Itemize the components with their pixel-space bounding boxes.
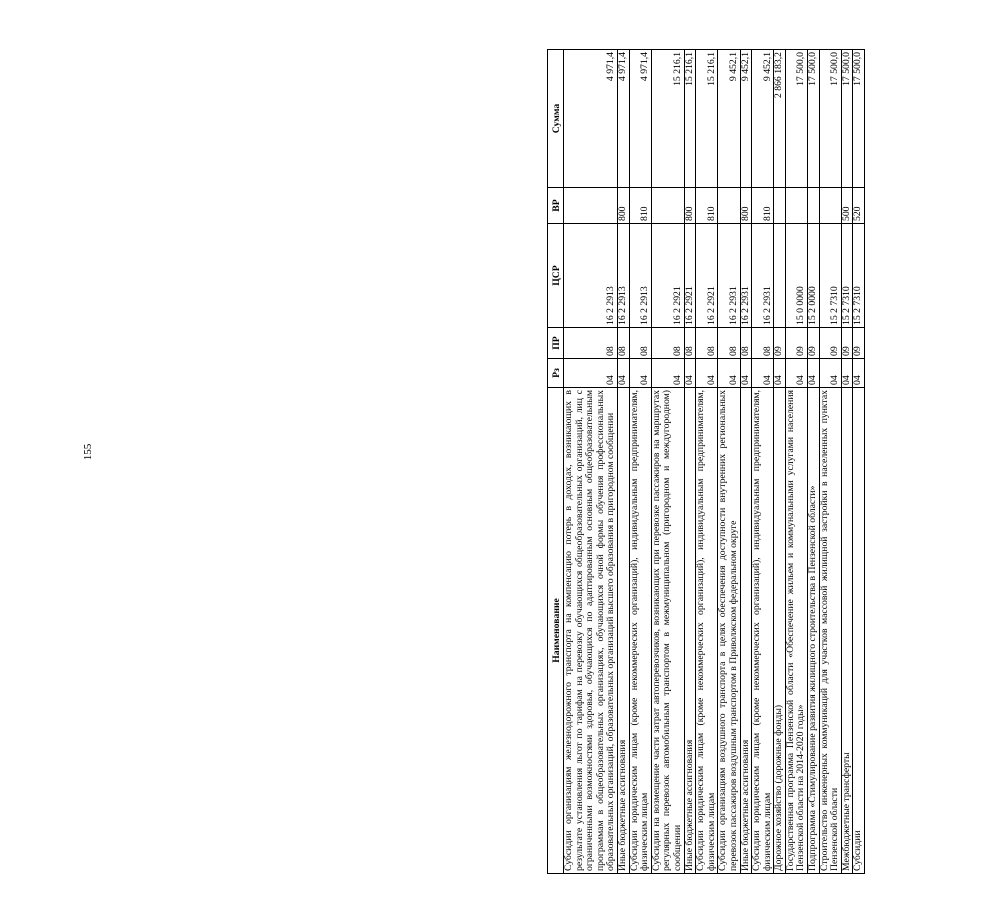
- row-csr: 16 2 2921: [651, 224, 684, 328]
- row-sum: 4 971,4: [617, 50, 629, 188]
- row-rz: 04: [629, 359, 651, 388]
- row-name: Субсидии юридическим лицам (кроме некоммерческих организаций), индивидуальным предпринимателям, физическим лицам: [752, 388, 774, 874]
- row-pr: 08: [684, 328, 696, 359]
- row-rz: 04: [740, 359, 752, 388]
- row-csr: 16 2 2931: [718, 224, 740, 328]
- row-rz: 04: [853, 359, 865, 388]
- row-pr: 08: [629, 328, 651, 359]
- row-csr: 16 2 2931: [740, 224, 752, 328]
- row-csr: 16 2 2913: [629, 224, 651, 328]
- row-vr: [819, 188, 841, 224]
- row-vr: [774, 188, 786, 224]
- row-rz: 04: [752, 359, 774, 388]
- row-pr: 08: [740, 328, 752, 359]
- row-vr: [785, 188, 807, 224]
- row-name: Иные бюджетные ассигнования: [617, 388, 629, 874]
- row-name: Субсидии: [853, 388, 865, 874]
- row-vr: 800: [684, 188, 696, 224]
- row-vr: 800: [617, 188, 629, 224]
- table-header-row: [548, 50, 564, 874]
- row-pr: 09: [808, 328, 820, 359]
- row-rz: 04: [718, 359, 740, 388]
- row-pr: 09: [819, 328, 841, 359]
- row-name: Субсидии юридическим лицам (кроме некоммерческих организаций), индивидуальным предпринимателям, физическим лицам: [696, 388, 718, 874]
- row-pr: 08: [617, 328, 629, 359]
- row-name: Межбюджетные трансферты: [841, 388, 853, 874]
- row-csr: 15 2 7310: [841, 224, 853, 328]
- row-vr: 500: [841, 188, 853, 224]
- table-row: [785, 50, 807, 874]
- row-sum: 9 452,1: [752, 50, 774, 188]
- table-body: [564, 50, 865, 874]
- table-row: [752, 50, 774, 874]
- row-name: Государственная программа Пензенской области «Обеспечение жильем и коммунальными услугами населения Пензенской области на 2014-2020 годы»: [785, 388, 807, 874]
- row-name: Субсидии организациям воздушного транспорта в целях обеспечения доступности внутренних региональных перевозок пассажиров воздушным транспортом в Приволжском федеральном округе: [718, 388, 740, 874]
- row-csr: 16 2 2921: [684, 224, 696, 328]
- table-row: [651, 50, 684, 874]
- table-row: [629, 50, 651, 874]
- row-vr: [651, 188, 684, 224]
- header-name: Наименование: [548, 388, 564, 874]
- header-pr: ПР: [548, 328, 564, 359]
- table-row: [774, 50, 786, 874]
- row-rz: 04: [617, 359, 629, 388]
- row-rz: 04: [785, 359, 807, 388]
- row-csr: 16 2 2921: [696, 224, 718, 328]
- row-csr: 15 2 7310: [819, 224, 841, 328]
- table-row: [564, 50, 618, 874]
- header-csr: ЦСР: [548, 224, 564, 328]
- row-sum: 9 452,1: [718, 50, 740, 188]
- row-vr: 810: [696, 188, 718, 224]
- row-name: Подпрограмма «Стимулирование развития жилищного строительства в Пензенской области»: [808, 388, 820, 874]
- page-number: 155: [82, 443, 94, 461]
- row-sum: 9 452,1: [740, 50, 752, 188]
- header-sum: Сумма: [548, 50, 564, 188]
- row-sum: 17 500,0: [841, 50, 853, 188]
- row-csr: [774, 224, 786, 328]
- row-rz: 04: [774, 359, 786, 388]
- row-vr: [808, 188, 820, 224]
- rotated-page-content: [547, 50, 1007, 874]
- row-sum: 17 500,0: [819, 50, 841, 188]
- row-sum: 17 500,0: [785, 50, 807, 188]
- row-vr: [564, 188, 618, 224]
- row-sum: 4 971,4: [564, 50, 618, 188]
- row-name: Иные бюджетные ассигнования: [740, 388, 752, 874]
- table-row: [808, 50, 820, 874]
- table-row: [841, 50, 853, 874]
- row-pr: 09: [774, 328, 786, 359]
- table-row: [853, 50, 865, 874]
- table-row: [740, 50, 752, 874]
- row-pr: 09: [853, 328, 865, 359]
- row-rz: 04: [684, 359, 696, 388]
- table-row: [696, 50, 718, 874]
- row-vr: 800: [740, 188, 752, 224]
- row-pr: 08: [752, 328, 774, 359]
- row-sum: 17 500,0: [853, 50, 865, 188]
- row-name: Субсидии организациям железнодорожного транспорта на компенсацию потерь в доходах, возникающих в результате установления льгот по тарифам на перевозку обучающихся общеобразовательных организаций, лиц с ограниченными возможностями здоровья, обучающихся по адаптированным основным общеобразовательным программам в общеобразовательных организациях, обучающихся очной формы обучения профессиональных образовательных организаций, образовательных организаций высшего образования в пригородном сообщении: [564, 388, 618, 874]
- row-pr: 09: [841, 328, 853, 359]
- row-rz: 04: [841, 359, 853, 388]
- row-name: Субсидии юридическим лицам (кроме некоммерческих организаций), индивидуальным предпринимателям, физическим лицам: [629, 388, 651, 874]
- row-sum: 2 866 183,2: [774, 50, 786, 188]
- row-sum: 15 216,1: [696, 50, 718, 188]
- row-pr: 09: [785, 328, 807, 359]
- row-name: Иные бюджетные ассигнования: [684, 388, 696, 874]
- row-sum: 15 216,1: [651, 50, 684, 188]
- row-pr: 08: [564, 328, 618, 359]
- row-csr: 16 2 2913: [617, 224, 629, 328]
- table-row: [718, 50, 740, 874]
- row-rz: 04: [564, 359, 618, 388]
- row-csr: 15 2 0000: [808, 224, 820, 328]
- header-vr: ВР: [548, 188, 564, 224]
- header-rz: Рз: [548, 359, 564, 388]
- row-sum: 15 216,1: [684, 50, 696, 188]
- row-csr: 16 2 2913: [564, 224, 618, 328]
- row-pr: 08: [651, 328, 684, 359]
- row-name: Дорожное хозяйство (дорожные фонды): [774, 388, 786, 874]
- budget-table: [547, 49, 865, 874]
- row-pr: 08: [696, 328, 718, 359]
- row-vr: [718, 188, 740, 224]
- row-csr: 15 2 7310: [853, 224, 865, 328]
- row-vr: 520: [853, 188, 865, 224]
- row-csr: 15 0 0000: [785, 224, 807, 328]
- row-name: Строительство инженерных коммуникаций для участков массовой жилищной застройки в населенных пунктах Пензенской области: [819, 388, 841, 874]
- row-vr: 810: [752, 188, 774, 224]
- row-rz: 04: [651, 359, 684, 388]
- row-sum: 4 971,4: [629, 50, 651, 188]
- row-name: Субсидии на возмещение части затрат автоперевозчиков, возникающих при перевозке пассажиров на маршрутах регулярных перевозок автомобильным транспортом в межмуниципальном (пригородном и междугородном) сообщении: [651, 388, 684, 874]
- table-row: [819, 50, 841, 874]
- table-row: [684, 50, 696, 874]
- table-row: [617, 50, 629, 874]
- row-vr: 810: [629, 188, 651, 224]
- row-sum: 17 500,0: [808, 50, 820, 188]
- row-rz: 04: [696, 359, 718, 388]
- row-pr: 08: [718, 328, 740, 359]
- row-rz: 04: [819, 359, 841, 388]
- row-rz: 04: [808, 359, 820, 388]
- row-csr: 16 2 2931: [752, 224, 774, 328]
